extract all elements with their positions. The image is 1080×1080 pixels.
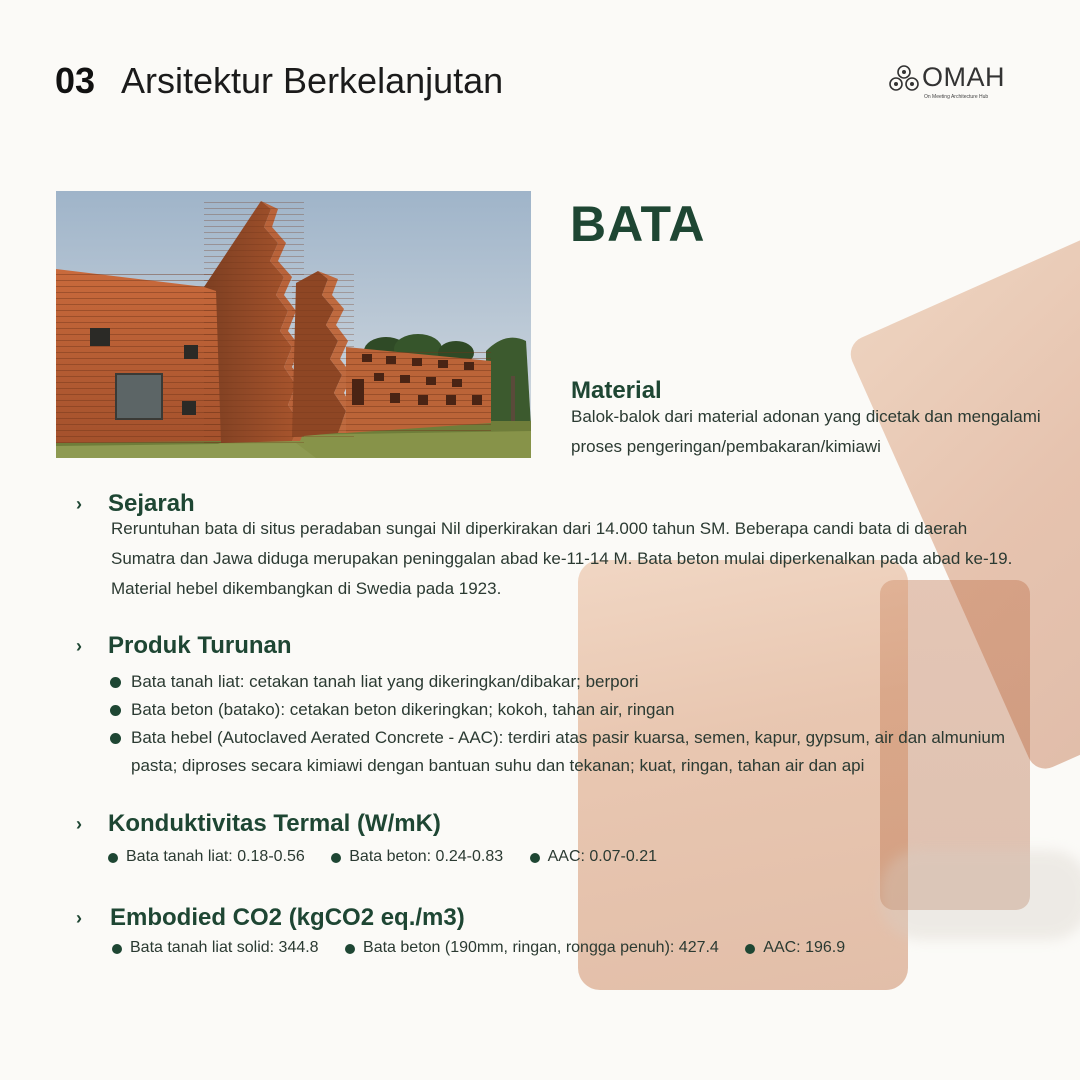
background-brick-shadow [880,850,1080,940]
sejarah-heading: Sejarah [108,490,195,517]
list-item-text: Bata tanah liat: 0.18-0.56 [126,848,305,865]
produk-turunan-list [110,668,1050,780]
chevron-right-icon: › [76,814,82,834]
omah-logo [888,62,1038,106]
bullet-dot-icon [112,944,122,954]
sejarah-text: Reruntuhan bata di situs peradaban sungai Nil diperkirakan dari 14.000 tahun SM. Beberapa candi bata di daerah Sumatra dan Jawa diduga merupakan peninggalan abad ke-11-14 M. Bata beton mulai diperkenalkan pada abad ke-19. Material hebel dikembangkan di Swedia pada 1923. [111,519,1013,598]
list-item-text: AAC: 196.9 [763,939,846,956]
bullet-dot-icon [110,705,121,716]
bullet-dot-icon [331,853,341,863]
list-item [345,939,719,957]
logo-wordmark: OMAH [922,62,1005,92]
logo-mark-icon [888,64,920,92]
brick-building-photo [56,191,531,458]
embodied-co2-heading: Embodied CO2 (kgCO2 eq./m3) [110,904,465,931]
bullet-dot-icon [345,944,355,954]
material-title: BATA [570,196,706,252]
list-item-text: Bata beton: 0.24-0.83 [349,848,504,865]
bullet-dot-icon [108,853,118,863]
konduktivitas-heading: Konduktivitas Termal (W/mK) [108,810,441,837]
list-item [331,848,503,866]
produk-turunan-heading: Produk Turunan [108,632,292,659]
section-number: 03 [55,60,96,101]
embodied-co2-values [112,939,845,957]
list-item [745,939,845,957]
list-item-text: AAC: 0.07-0.21 [547,848,658,865]
bullet-dot-icon [110,677,121,688]
list-item-text: Bata beton (190mm, ringan, rongga penuh): 427.4 [363,939,719,956]
chevron-right-icon: › [76,908,82,928]
list-item [530,848,657,866]
list-item [108,848,305,866]
list-item-text: Bata tanah liat: cetakan tanah liat yang dikeringkan/dibakar; berpori [131,672,639,691]
chevron-right-icon: › [76,494,82,514]
bullet-dot-icon [110,733,121,744]
konduktivitas-values [108,848,657,866]
list-item-text: Bata beton (batako): cetakan beton dikeringkan; kokoh, tahan air, ringan [131,700,675,719]
list-item-text: Bata hebel (Autoclaved Aerated Concrete - AAC): terdiri atas pasir kuarsa, semen, kapur, gypsum, air dan almunium pasta; diproses secara kimiawi dengan bantuan suhu dan tekanan; kuat, ringan, tahan air dan api [131,728,1006,775]
list-item [112,939,319,957]
page-title: Arsitektur Berkelanjutan [121,60,504,101]
list-item [110,696,1050,724]
list-item [110,724,1050,780]
list-item-text: Bata tanah liat solid: 344.8 [130,939,319,956]
material-heading: Material [571,377,662,404]
bullet-dot-icon [745,944,755,954]
chevron-right-icon: › [76,636,82,656]
logo-tagline: On Meeting Architecture Hub [924,94,989,100]
material-description: Balok-balok dari material adonan yang dicetak dan mengalami proses pengeringan/pembakaran/kimiawi [571,407,1041,456]
bullet-dot-icon [530,853,540,863]
list-item [110,668,1050,696]
